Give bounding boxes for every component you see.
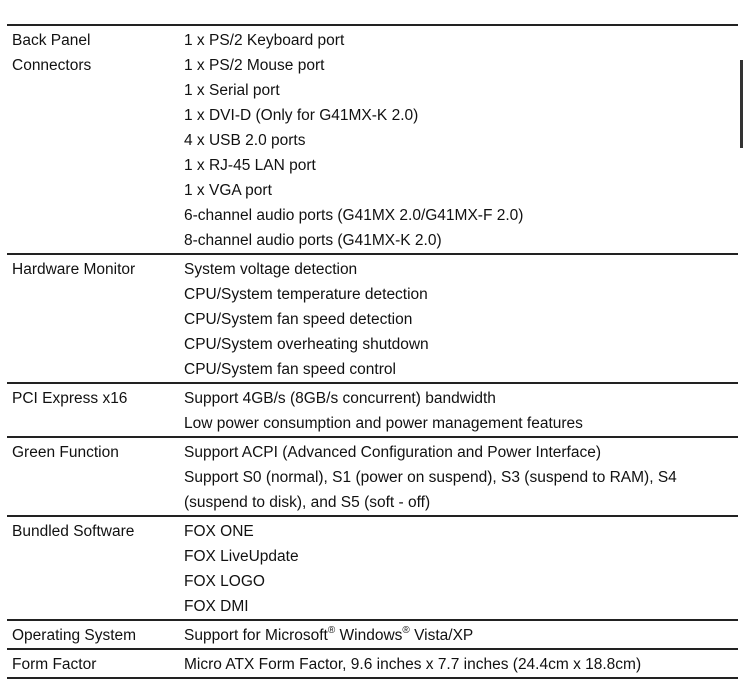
spec-label-line: Connectors [12, 57, 92, 74]
spec-label [7, 203, 184, 228]
spec-label [7, 254, 184, 282]
spec-row [7, 437, 738, 465]
spec-label-line: Green Function [12, 444, 119, 461]
spec-table-body [7, 25, 738, 620]
spec-label [7, 153, 184, 178]
spec-label [7, 594, 184, 620]
spec-value: FOX LOGO [184, 573, 265, 590]
spec-label [7, 490, 184, 516]
spec-row-form-factor [7, 649, 738, 678]
spec-value: (suspend to disk), and S5 (soft - off) [184, 494, 431, 511]
spec-value: 1 x RJ-45 LAN port [184, 157, 316, 174]
spec-label-line: Bundled Software [12, 523, 135, 540]
spec-row [7, 357, 738, 383]
spec-label [7, 307, 184, 332]
spec-row [7, 53, 738, 78]
spec-row [7, 128, 738, 153]
spec-table [7, 24, 738, 679]
spec-row [7, 203, 738, 228]
spec-value: Support 4GB/s (8GB/s concurrent) bandwidth [184, 383, 738, 411]
spec-label-form-factor: Form Factor [7, 649, 184, 678]
spec-label [7, 25, 184, 53]
spec-table-tail [7, 620, 738, 678]
spec-row [7, 282, 738, 307]
spec-label [7, 544, 184, 569]
spec-row [7, 332, 738, 357]
spec-label [7, 465, 184, 490]
spec-value: 6-channel audio ports (G41MX 2.0/G41MX-F 2.0) [184, 207, 524, 224]
spec-row-operating-system [7, 620, 738, 649]
page-edge-bar [740, 60, 743, 148]
spec-label [7, 383, 184, 411]
spec-label [7, 228, 184, 254]
spec-label [7, 516, 184, 544]
spec-value: 4 x USB 2.0 ports [184, 132, 306, 149]
spec-value: CPU/System fan speed detection [184, 311, 413, 328]
spec-value: 8-channel audio ports (G41MX-K 2.0) [184, 232, 442, 249]
spec-value-operating-system [184, 620, 738, 649]
spec-label [7, 103, 184, 128]
spec-value-form-factor: Micro ATX Form Factor, 9.6 inches x 7.7 inches (24.4cm x 18.8cm) [184, 649, 738, 678]
spec-label-line: Back Panel [12, 32, 91, 49]
spec-row [7, 465, 738, 490]
spec-value: FOX ONE [184, 516, 738, 544]
registered-mark: ® [402, 625, 410, 636]
spec-value: 1 x DVI-D (Only for G41MX-K 2.0) [184, 107, 419, 124]
spec-label [7, 411, 184, 437]
spec-row [7, 544, 738, 569]
spec-value: Low power consumption and power management features [184, 415, 583, 432]
spec-label-line: Hardware Monitor [12, 261, 136, 278]
spec-row [7, 383, 738, 411]
spec-value: 1 x Serial port [184, 82, 280, 99]
os-value-suffix: Vista/XP [409, 627, 474, 644]
spec-label [7, 437, 184, 465]
spec-label [7, 128, 184, 153]
spec-row [7, 178, 738, 203]
spec-value: 1 x VGA port [184, 182, 272, 199]
spec-label [7, 332, 184, 357]
spec-value: FOX DMI [184, 598, 249, 615]
spec-value: CPU/System overheating shutdown [184, 336, 429, 353]
spec-value: CPU/System temperature detection [184, 286, 428, 303]
spec-row [7, 153, 738, 178]
spec-value: Support S0 (normal), S1 (power on suspend), S3 (suspend to RAM), S4 [184, 469, 677, 486]
spec-label-operating-system: Operating System [7, 620, 184, 649]
spec-row [7, 594, 738, 620]
spec-label [7, 53, 184, 78]
spec-label [7, 357, 184, 383]
spec-label [7, 178, 184, 203]
registered-mark: ® [327, 625, 336, 636]
spec-label [7, 569, 184, 594]
os-value-prefix: Support for Microsoft [184, 627, 328, 644]
spec-row [7, 516, 738, 544]
spec-row [7, 411, 738, 437]
os-value-middle: Windows [335, 627, 403, 644]
spec-row [7, 78, 738, 103]
spec-label [7, 78, 184, 103]
spec-row [7, 569, 738, 594]
spec-row [7, 307, 738, 332]
spec-value: FOX LiveUpdate [184, 548, 299, 565]
spec-value: 1 x PS/2 Keyboard port [184, 25, 738, 53]
spec-label-line: PCI Express x16 [12, 390, 128, 407]
spec-value: System voltage detection [184, 254, 738, 282]
spec-label [7, 282, 184, 307]
spec-row [7, 490, 738, 516]
spec-value: 1 x PS/2 Mouse port [184, 57, 325, 74]
spec-row [7, 228, 738, 254]
spec-row [7, 103, 738, 128]
spec-value: CPU/System fan speed control [184, 361, 396, 378]
spec-row [7, 25, 738, 53]
spec-row [7, 254, 738, 282]
spec-value: Support ACPI (Advanced Configuration and Power Interface) [184, 437, 738, 465]
